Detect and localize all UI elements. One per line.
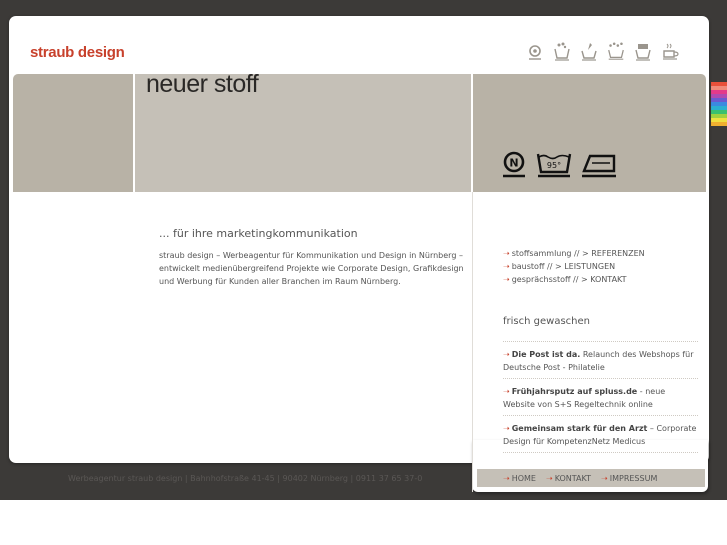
logo[interactable]: straub design (30, 44, 125, 61)
wash-95-icon (536, 150, 572, 182)
svg-text:95°: 95° (546, 161, 562, 170)
color-swatch (711, 122, 727, 126)
news-item[interactable] (503, 378, 698, 415)
news-item[interactable] (503, 415, 698, 453)
cup-icon[interactable] (660, 40, 680, 62)
news-text: – Corporate Design für KompetenzNetz Medicus (503, 424, 697, 446)
hand-wash-icon[interactable] (579, 40, 599, 62)
top-icon-bar (525, 40, 680, 62)
arrow-icon: ➝ (503, 424, 510, 433)
svg-text:N: N (509, 156, 519, 170)
intro-text: straub design – Werbeagentur für Kommunikation und Design in Nürnberg – entwickelt medienübergreifend Projekte wie Corporate Design, Grafikdesign und Werbung für Kunden aller Branchen im Raum Nürnberg. (159, 251, 464, 286)
iron-icon[interactable] (525, 40, 545, 62)
news-list (503, 341, 698, 453)
news-text: Relaunch des Webshops für Deutsche Post - Philatelie (503, 350, 694, 372)
wash-sparkle-icon[interactable] (606, 40, 626, 62)
footer-link-kontakt[interactable]: ➝ KONTAKT (545, 473, 592, 483)
wash-icon[interactable] (633, 40, 653, 62)
banner-panel-left (13, 74, 133, 192)
news-title[interactable]: Die Post ist da. (511, 350, 581, 359)
arrow-icon: ➝ (503, 473, 510, 483)
quicklinks-list (503, 247, 645, 286)
no-chemical-clean-icon (500, 150, 528, 182)
page-tagline: ... für ihre marketingkommunikation (159, 227, 358, 240)
arrow-icon: ➝ (503, 262, 510, 271)
news-item[interactable] (503, 341, 698, 378)
news-title[interactable]: Frühjahrsputz auf spluss.de (511, 387, 638, 396)
banner-title: neuer stoff (146, 70, 259, 98)
arrow-icon: ➝ (503, 275, 510, 284)
arrow-icon: ➝ (503, 249, 510, 258)
wash-tub-icon[interactable] (552, 40, 572, 62)
quicklink-kontakt[interactable]: ➝ gesprächsstoff // > KONTAKT (503, 275, 627, 284)
news-text: - neue Website von S+S Regeltechnik online (503, 387, 666, 409)
arrow-icon: ➝ (503, 350, 510, 359)
footer-link-home[interactable]: ➝ HOME (503, 473, 536, 483)
arrow-icon: ➝ (601, 473, 608, 483)
quicklink-leistungen[interactable]: ➝ baustoff // > LEISTUNGEN (503, 262, 616, 271)
footer-link-impressum[interactable]: ➝ IMPRESSUM (601, 473, 658, 483)
care-label-icons (500, 150, 618, 182)
footer-address: Werbeagentur straub design | Bahnhofstraße 41-45 | 90402 Nürnberg | 0911 37 65 37-0 (68, 474, 423, 483)
arrow-icon: ➝ (545, 473, 553, 483)
iron-press-icon (580, 150, 618, 182)
column-divider (472, 192, 473, 492)
news-title[interactable]: Gemeinsam stark für den Arzt (511, 424, 648, 433)
arrow-icon: ➝ (503, 387, 510, 396)
news-heading: frisch gewaschen (503, 316, 590, 327)
quicklink-referenzen[interactable]: ➝ stoffsammlung // > REFERENZEN (503, 249, 645, 258)
footer-nav (477, 469, 705, 487)
color-swatch-strip (711, 82, 727, 126)
